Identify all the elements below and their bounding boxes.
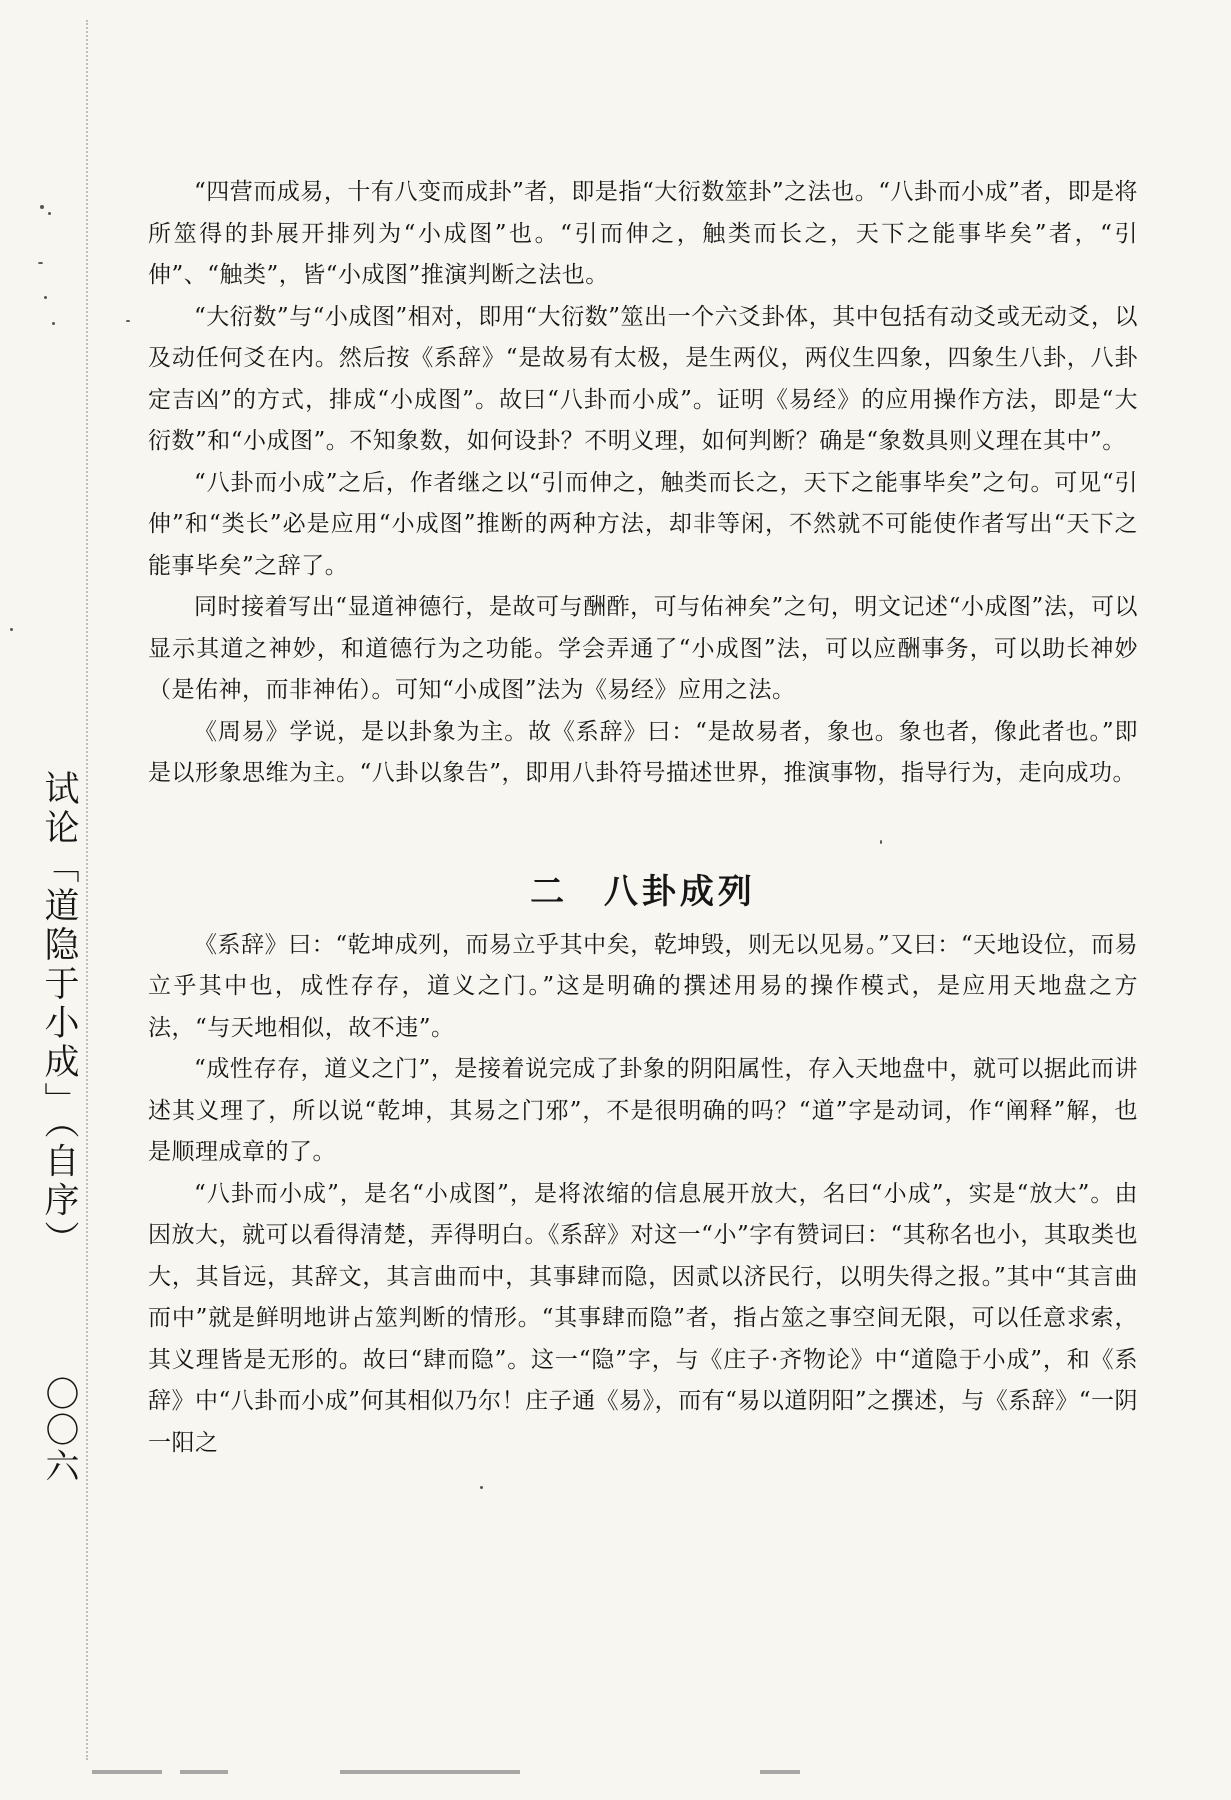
scan-speck: [44, 296, 47, 299]
scan-speck: [480, 1486, 483, 1489]
scan-smudge: [340, 1770, 520, 1774]
paragraph: “成性存存，道义之门”，是接着说完成了卦象的阴阳属性，存入天地盘中，就可以据此而讲述其义理了，所以说“乾坤，其易之门邪”，不是很明确的吗？“道”字是动词，作“阐释”解，也是顺理成章的了。: [148, 1056, 1138, 1165]
section-number: 二: [530, 871, 569, 912]
paragraph: 《周易》学说，是以卦象为主。故《系辞》曰：“是故易者，象也。象也者，像此者也。”即是以形象思维为主。“八卦以象告”，即用八卦符号描述世界，推演事物，指导行为，走向成功。: [148, 718, 1138, 786]
section-heading: [148, 867, 1138, 917]
paragraph: “八卦而小成”之后，作者继之以“引而伸之，触类而长之，天下之能事毕矣”之句。可见“引伸”和“类长”必是应用“小成图”推断的两种方法，却非等闲，不然就不可能使作者写出“天下之能事毕矣”之辞了。: [148, 469, 1138, 579]
paragraph: “大衍数”与“小成图”相对，即用“大衍数”筮出一个六爻卦体，其中包括有动爻或无动爻，以及动任何爻在内。然后按《系辞》“是故易有太极，是生两仪，两仪生四象，四象生八卦，八卦定吉凶”的方式，排成“小成图”。故曰“八卦而小成”。证明《易经》的应用操作方法，即是“大衍数”和“小成图”。不知象数，如何设卦？不明义理，如何判断？确是“象数具则义理在其中”。: [148, 303, 1138, 454]
scan-smudge: [180, 1770, 228, 1774]
running-title: 试论「道隐于小成」（自序）: [39, 770, 79, 1260]
page-number: 〇〇六: [39, 1376, 79, 1484]
scan-speck: [40, 205, 44, 209]
binding-edge: [86, 20, 90, 1760]
scan-speck: [10, 628, 13, 631]
scan-speck: [38, 262, 43, 264]
body-text: [148, 172, 1138, 1464]
scan-speck: [52, 322, 55, 325]
section-title: 八卦成列: [603, 871, 756, 912]
scan-smudge: [760, 1770, 800, 1774]
scan-smudge: [92, 1770, 162, 1774]
scan-speck: [48, 212, 51, 215]
paragraph: 同时接着写出“显道神德行，是故可与酬酢，可与佑神矣”之句，明文记述“小成图”法，可以显示其道之神妙，和道德行为之功能。学会弄通了“小成图”法，可以应酬事务，可以助长神妙（是佑神，而非神佑）。可知“小成图”法为《易经》应用之法。: [148, 594, 1138, 703]
scan-speck: [126, 320, 130, 322]
paragraph: “四营而成易，十有八变而成卦”者，即是指“大衍数筮卦”之法也。“八卦而小成”者，即是将所筮得的卦展开排列为“小成图”也。“引而伸之，触类而长之，天下之能事毕矣”者，“引伸”、“触类”，皆“小成图”推演判断之法也。: [148, 179, 1138, 288]
paragraph: 《系辞》曰：“乾坤成列，而易立乎其中矣，乾坤毁，则无以见易。”又曰：“天地设位，而易立乎其中也，成性存存，道义之门。”这是明确的撰述用易的操作模式，是应用天地盘之方法，“与天地相似，故不违”。: [148, 931, 1138, 1041]
paragraph: “八卦而小成”，是名“小成图”，是将浓缩的信息展开放大，名曰“小成”，实是“放大”。由因放大，就可以看得清楚，弄得明白。《系辞》对这一“小”字有赞词曰：“其称名也小，其取类也大，其旨远，其辞文，其言曲而中，其事肆而隐，因贰以济民行，以明失得之报。”其中“其言曲而中”就是鲜明地讲占筮判断的情形。“其事肆而隐”者，指占筮之事空间无限，可以任意求索，其义理皆是无形的。故曰“肆而隐”。这一“隐”字，与《庄子·齐物论》中“道隐于小成”，和《系辞》中“八卦而小成”何其相似乃尔！庄子通《易》，而有“易以道阴阳”之撰述，与《系辞》“一阴一阳之: [148, 1180, 1138, 1456]
